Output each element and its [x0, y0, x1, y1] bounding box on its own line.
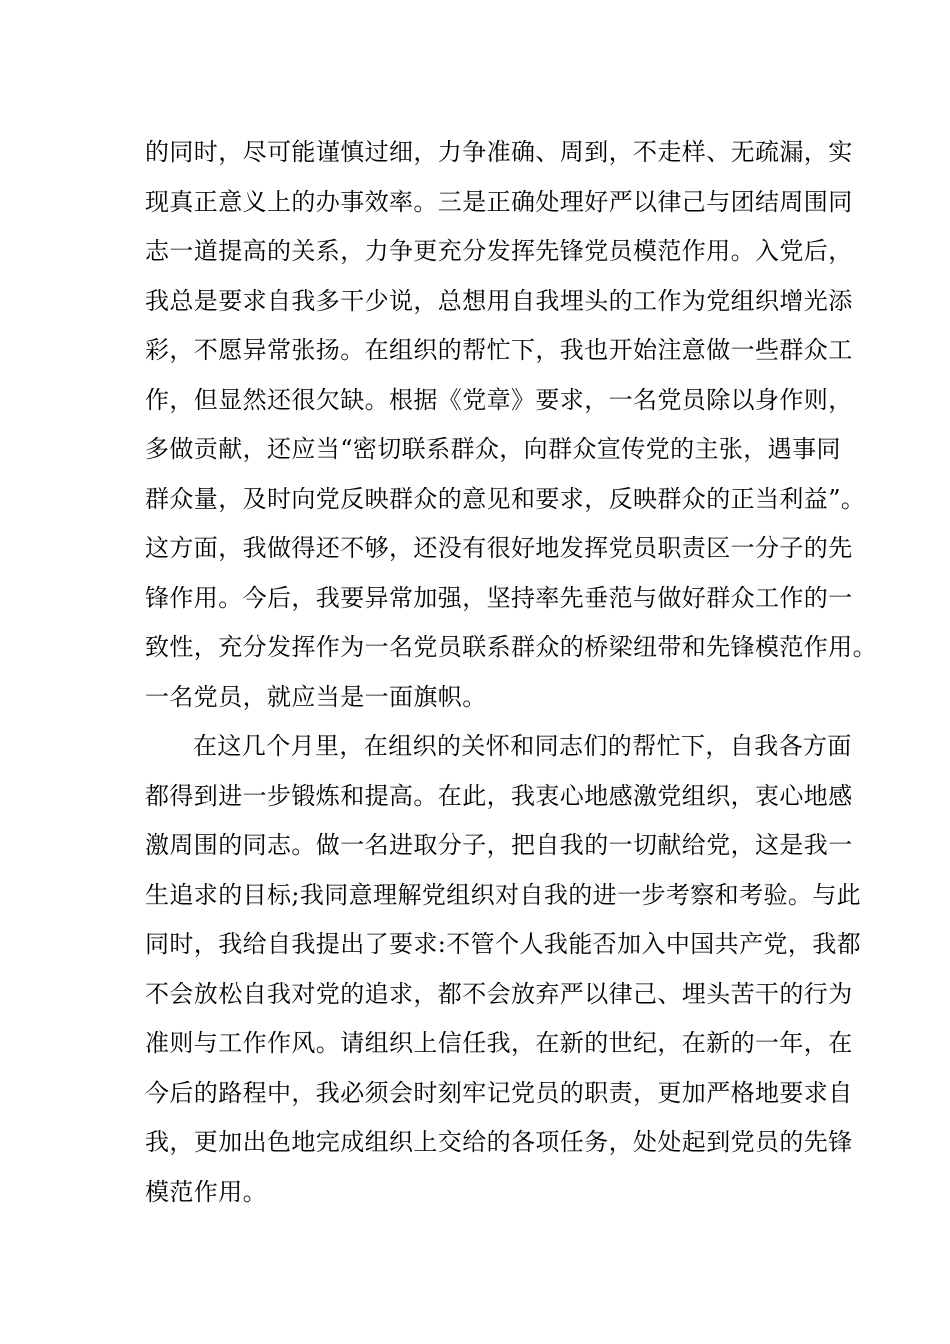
- text-line: 一名党员，就应当是一面旗帜。: [145, 682, 487, 711]
- text-line: 群众量，及时向党反映群众的意见和要求，反映群众的正当利益”。: [145, 484, 866, 513]
- text-line: 志一道提高的关系，力争更充分发挥先锋党员模范作用。入党后，: [145, 237, 853, 265]
- text-line: 锋作用。今后，我要异常加强，坚持率先垂范与做好群众工作的一: [145, 583, 853, 612]
- text-line: 准则与工作作风。请组织上信任我，在新的世纪，在新的一年，在: [145, 1029, 853, 1057]
- text-line: 作，但显然还很欠缺。根据《党章》要求，一名党员除以身作则，: [145, 385, 853, 414]
- text-line: 生追求的目标;我同意理解党组织对自我的进一步考察和考验。与此: [145, 880, 862, 909]
- text-line: 我总是要求自我多干少说，总想用自我埋头的工作为党组织增光添: [145, 286, 853, 315]
- text-line: 致性，充分发挥作为一名党员联系群众的桥梁纽带和先锋模范作用。: [145, 633, 877, 661]
- text-line: 同时，我给自我提出了要求:不管个人我能否加入中国共产党，我都: [145, 930, 862, 958]
- text-line: 激周围的同志。做一名进取分子，把自我的一切献给党，这是我一: [145, 831, 853, 859]
- paragraph-start-line: 在这几个月里，在组织的关怀和同志们的帮忙下，自我各方面: [193, 732, 852, 760]
- text-line: 我，更加出色地完成组织上交给的各项任务，处处起到党员的先锋: [145, 1128, 853, 1156]
- text-line: 多做贡献，还应当“密切联系群众，向群众宣传党的主张，遇事同: [145, 435, 841, 463]
- text-line: 彩，不愿异常张扬。在组织的帮忙下，我也开始注意做一些群众工: [145, 336, 853, 364]
- text-line: 模范作用。: [145, 1177, 267, 1206]
- text-line: 今后的路程中，我必须会时刻牢记党员的职责，更加严格地要求自: [145, 1078, 853, 1107]
- text-line: 都得到进一步锻炼和提高。在此，我衷心地感激党组织，衷心地感: [145, 781, 853, 810]
- body-text: [145, 128, 877, 1217]
- text-line: 不会放松自我对党的追求，都不会放弃严以律己、埋头苦干的行为: [145, 979, 853, 1008]
- text-line: 的同时，尽可能谨慎过细，力争准确、周到，不走样、无疏漏，实: [145, 138, 853, 166]
- text-line: 这方面，我做得还不够，还没有很好地发挥党员职责区一分子的先: [145, 534, 853, 562]
- text-line: 现真正意义上的办事效率。三是正确处理好严以律己与团结周围同: [145, 187, 853, 216]
